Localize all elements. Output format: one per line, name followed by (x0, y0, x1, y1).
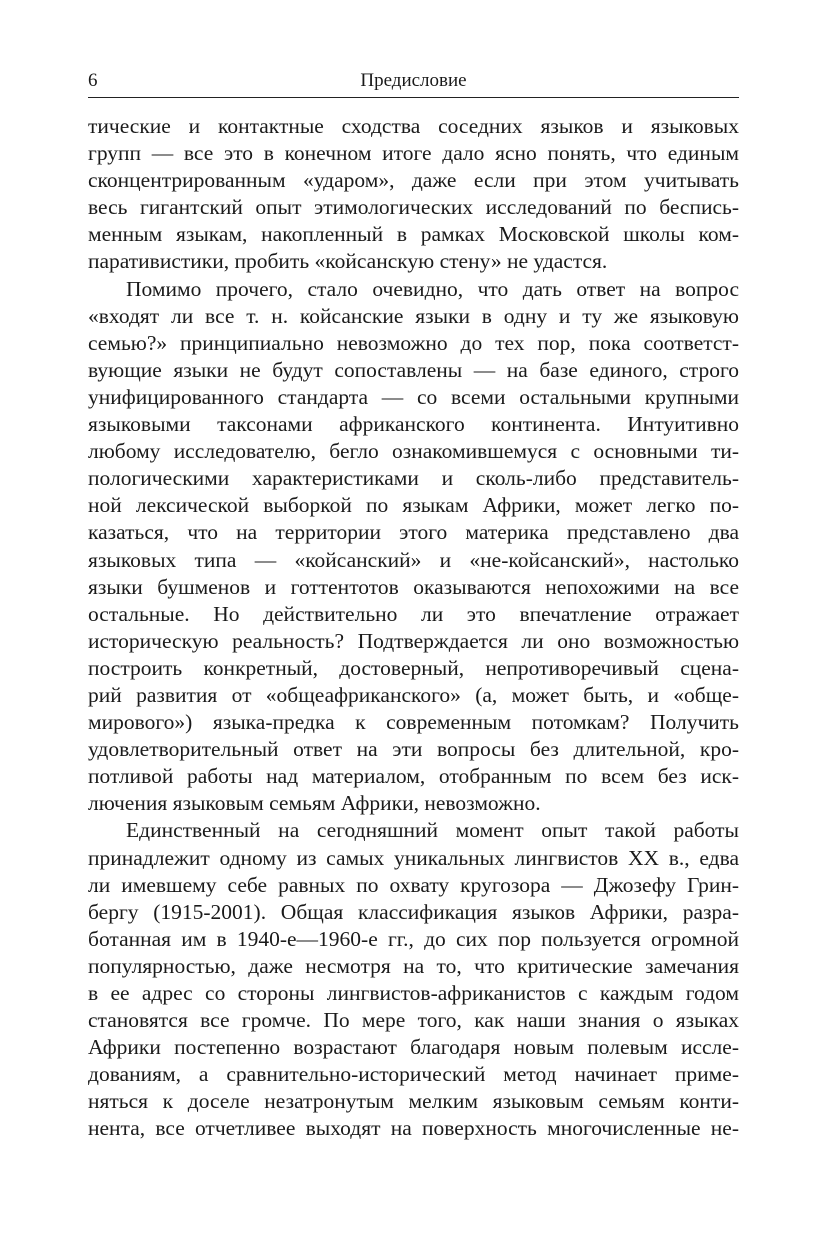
text-line: сконцентрированным «ударом», даже если при этом учитывать (88, 168, 739, 193)
book-page (88, 0, 739, 1141)
text-line: няться к доселе незатронутым мелким языковым семьям конти- (88, 1089, 739, 1114)
body-text (88, 113, 739, 1143)
text-line: удовлетворительный ответ на эти вопросы без длительной, кро- (88, 737, 739, 762)
text-line: Единственный на сегодняшний момент опыт такой работы (126, 818, 739, 843)
text-line: потливой работы над материалом, отобранным по всем без иск- (88, 764, 739, 789)
text-line: ботанная им в 1940-е—1960-е гг., до сих пор пользуется огромной (88, 926, 739, 951)
text-line: унифицированного стандарта — со всеми остальными крупными (88, 384, 739, 409)
text-line: вующие языки не будут сопоставлены — на базе единого, строго (88, 357, 739, 382)
text-line: менным языкам, накопленный в рамках Московской школы ком- (88, 222, 739, 247)
text-line: ной лексической выборкой по языкам Африки, может легко по- (88, 493, 739, 518)
text-line: пологическими характеристиками и сколь-либо представитель- (88, 466, 739, 491)
running-title: Предисловие (360, 70, 467, 91)
running-header (88, 0, 739, 98)
text-line: историческую реальность? Подтверждается ли оно возможностью (88, 628, 739, 653)
text-line: языковых типа — «койсанский» и «не-койсанский», настолько (88, 547, 739, 572)
text-line: паративистики, пробить «койсанскую стену» не удастся. (88, 249, 608, 274)
text-line: «входят ли все т. н. койсанские языки в одну и ту же языковую (88, 303, 739, 328)
text-line: любому исследователю, бегло ознакомившемуся с основными ти- (88, 439, 739, 464)
text-line: мирового») языка-предка к современным потомкам? Получить (88, 710, 739, 735)
text-line: рий развития от «общеафриканского» (а, может быть, и «обще- (88, 682, 739, 707)
text-line: остальные. Но действительно ли это впечатление отражает (88, 601, 739, 626)
text-line: популярностью, даже несмотря на то, что критические замечания (88, 953, 739, 978)
text-line: весь гигантский опыт этимологических исследований по беспись- (88, 195, 739, 220)
text-line: групп — все это в конечном итоге дало ясно понять, что единым (88, 141, 739, 166)
text-line: становятся все громче. По мере того, как наши знания о языках (88, 1008, 739, 1033)
text-line: семью?» принципиально невозможно до тех пор, пока соответст- (88, 330, 739, 355)
text-line: Помимо прочего, стало очевидно, что дать ответ на вопрос (126, 276, 739, 301)
page-number: 6 (88, 70, 98, 91)
text-line: нента, все отчетливее выходят на поверхность многочисленные не- (88, 1116, 739, 1141)
text-line: Африки постепенно возрастают благодаря новым полевым иссле- (88, 1035, 739, 1060)
text-line: бергу (1915-2001). Общая классификация языков Африки, разра- (88, 899, 739, 924)
text-line: языковыми таксонами африканского континента. Интуитивно (88, 412, 739, 437)
text-line: тические и контактные сходства соседних языков и языковых (88, 114, 739, 138)
text-line: принадлежит одному из самых уникальных лингвистов XX в., едва (88, 845, 739, 870)
text-line: языки бушменов и готтентотов оказываются непохожими на все (88, 574, 739, 599)
text-line: казаться, что на территории этого материка представлено два (88, 520, 739, 545)
text-line: лючения языковым семьям Африки, невозможно. (88, 791, 541, 816)
text-line: построить конкретный, достоверный, непротиворечивый сцена- (88, 655, 739, 680)
text-line: в ее адрес со стороны лингвистов-африканистов с каждым годом (88, 981, 739, 1005)
text-line: дованиям, а сравнительно-исторический метод начинает приме- (88, 1062, 739, 1087)
text-line: ли имевшему себе равных по охвату кругозора — Джозефу Грин- (88, 872, 739, 897)
